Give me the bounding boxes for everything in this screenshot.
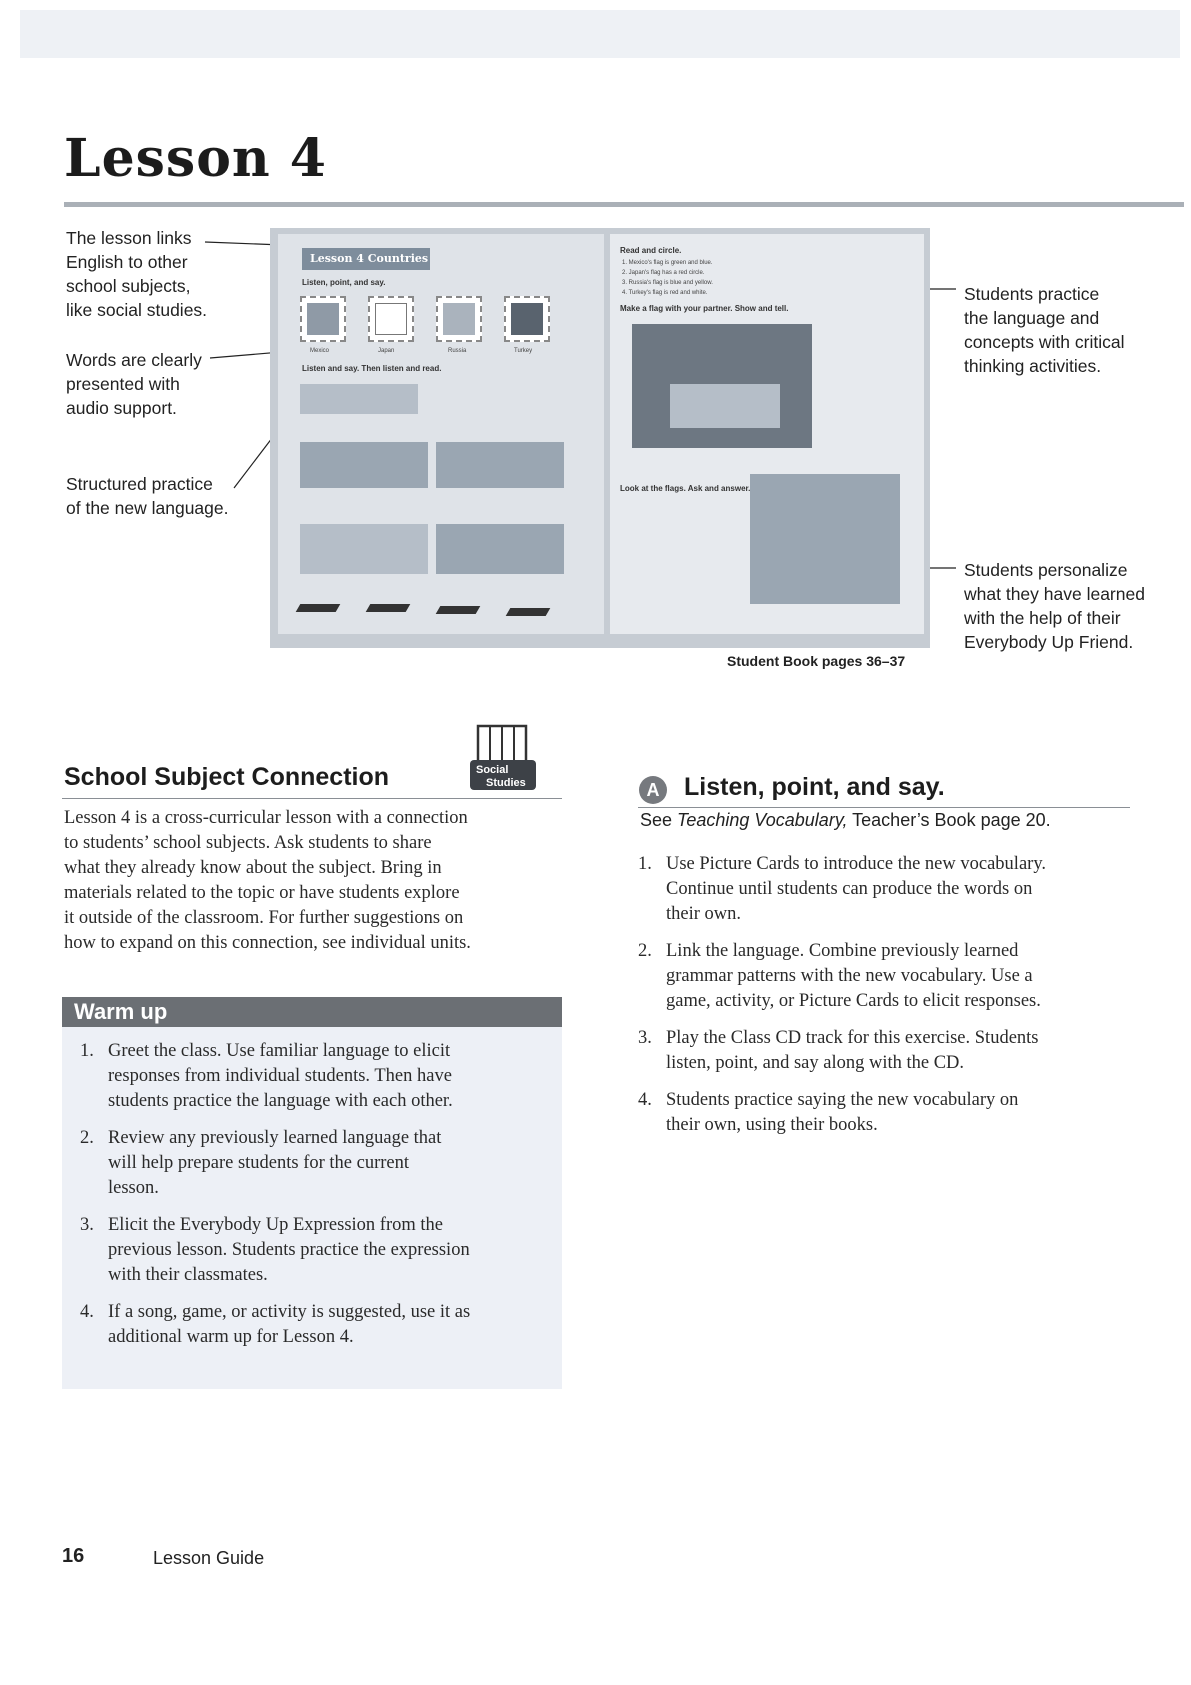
- social-studies-icon: [466, 724, 540, 792]
- book-section-c: Read and circle.: [620, 246, 682, 255]
- title-rule: [64, 202, 1184, 207]
- listen-steps-list: [624, 852, 1144, 1138]
- photo-russia-kids: [300, 524, 428, 574]
- country-russia: Russia: [448, 348, 467, 354]
- country-turkey: Turkey: [514, 348, 533, 354]
- list-item: 2. Link the language. Combine previously learned grammar patterns with the new vocabulary. Use a game, activity, or Picture Cards to elicit responses.: [638, 941, 1041, 1011]
- country-mexico: Mexico: [310, 348, 330, 354]
- book-right-page: Read and circle. 1. Mexico's flag is green and blue. 2. Japan's flag has a red circle. 3. Russia's flag is blue and yellow. 4. Turkey's flag is red and white. Make a flag with your partner. Show and tell. Look at the flags. Ask and answer.: [610, 234, 924, 634]
- page-number: 16: [62, 1545, 85, 1567]
- photo-turkey-kids: [436, 524, 564, 574]
- stamp-japan: [368, 296, 414, 342]
- stamp-russia: [436, 296, 482, 342]
- callout-lesson-links: The lesson links English to other school subjects, like social studies.: [66, 228, 208, 320]
- warm-up-heading: Warm up: [74, 999, 168, 1024]
- book-section-d: Make a flag with your partner. Show and tell.: [620, 304, 789, 313]
- photo-everybody-up-friend: [750, 474, 900, 604]
- book-lesson-banner: Lesson 4 Countries: [302, 248, 430, 270]
- list-item: 3. Elicit the Everybody Up Expression from the previous lesson. Students practice the expression with their classmates.: [80, 1215, 470, 1285]
- listen-rule: [638, 807, 1130, 808]
- school-subject-rule: [62, 798, 562, 799]
- page-top-band: [20, 10, 1180, 58]
- school-subject-text: Lesson 4 is a cross-curricular lesson with a connection to students’ school subjects. Ask students to share what they already know about the subject. Bring in materials related to the topic or have students explore it outside of the classroom. For further suggestions on how to expand on this connection, see individual units.: [64, 808, 471, 953]
- footer-label: Lesson Guide: [153, 1548, 265, 1568]
- callout-personalize: Students personalize what they have learned with the help of their Everybody Up Friend.: [964, 560, 1145, 652]
- warm-up-list: [66, 1039, 556, 1350]
- list-item: 2. Review any previously learned language that will help prepare students for the current lesson.: [80, 1128, 442, 1198]
- page-title: Lesson 4: [64, 128, 327, 189]
- student-book-spread: [270, 228, 930, 648]
- section-a-badge: A: [639, 776, 667, 804]
- student-book-caption: Student Book pages 36–37: [727, 653, 906, 669]
- photo-mexico-kids: [300, 442, 428, 488]
- teaching-vocabulary-reference: See Teaching Vocabulary, Teacher’s Book page 20.: [640, 810, 1051, 830]
- school-subject-heading: School Subject Connection: [64, 763, 390, 791]
- list-item: 1. Use Picture Cards to introduce the new vocabulary. Continue until students can produce the words on their own.: [638, 854, 1046, 924]
- photo-japan-kids: [436, 442, 564, 488]
- callout-structured-practice: Structured practice of the new language.: [66, 474, 229, 518]
- social-icon-label-2: Studies: [486, 777, 526, 789]
- book-section-a: Listen, point, and say.: [302, 278, 386, 287]
- callout-words-presented: Words are clearly presented with audio support.: [66, 350, 202, 418]
- list-item: 4. If a song, game, or activity is suggested, use it as additional warm up for Lesson 4.: [80, 1302, 471, 1347]
- country-japan: Japan: [378, 348, 395, 354]
- book-section-e: Look at the flags. Ask and answer.: [620, 484, 751, 493]
- stamp-turkey: [504, 296, 550, 342]
- list-item: 1. Greet the class. Use familiar language to elicit responses from individual students. Then have students practice the language with each other.: [80, 1041, 453, 1111]
- stamp-mexico: [300, 296, 346, 342]
- social-icon-label-1: Social: [476, 764, 509, 776]
- callout-critical-thinking: Students practice the language and concepts with critical thinking activities.: [964, 284, 1125, 376]
- book-left-page: [278, 234, 604, 634]
- listen-heading: Listen, point, and say.: [684, 773, 945, 801]
- list-item: 3. Play the Class CD track for this exercise. Students listen, point, and say along with the CD.: [638, 1028, 1039, 1073]
- book-section-b: Listen and say. Then listen and read.: [302, 364, 442, 373]
- list-item: 4. Students practice saying the new vocabulary on their own, using their books.: [638, 1090, 1019, 1135]
